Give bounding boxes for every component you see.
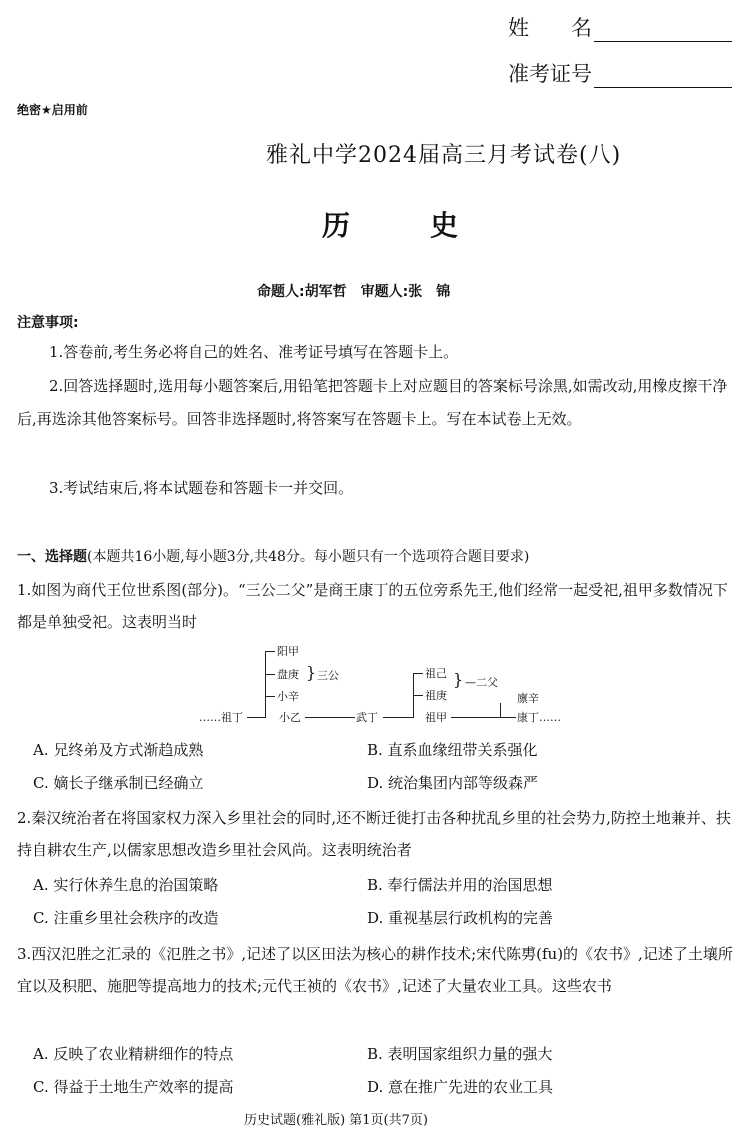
q3-option-d: D. 意在推广先进的农业工具 — [367, 1078, 554, 1096]
tick-pangeng — [265, 674, 275, 675]
q1-option-d: D. 统治集团内部等级森严 — [367, 774, 539, 792]
node-xiaoyi: 小乙 — [279, 711, 301, 724]
q3-option-c: C. 得益于土地生产效率的提高 — [33, 1078, 234, 1096]
notice-item-1: 1.答卷前,考生务必将自己的姓名、准考证号填写在答题卡上。 — [49, 343, 459, 361]
link-zujia-sons — [451, 717, 516, 718]
brace-erfu: } — [453, 670, 464, 689]
q1-option-a: A. 兄终弟及方式渐趋成熟 — [33, 741, 204, 759]
exam-id-field — [508, 58, 732, 88]
q2-option-a: A. 实行休养生息的治国策略 — [33, 876, 219, 894]
question-3-stem: 3.西汉氾胜之汇录的《氾胜之书》,记述了以区田法为核心的耕作技术;宋代陈旉(fu)的《农书》,记述了土壤所宜以及积肥、施肥等提高地力的技术;元代王祯的《农书》,记述了大量农业工具。这些农书 — [17, 945, 733, 995]
link-xiaoyi-wuding — [305, 717, 355, 718]
lineage-diagram — [195, 643, 575, 725]
page-footer: 历史试题(雅礼版) 第1页(共7页) — [244, 1113, 428, 1128]
section-title: 一、选择题 — [17, 549, 87, 565]
bracket-zujia-sons — [500, 703, 501, 718]
q2-option-c: C. 注重乡里社会秩序的改造 — [33, 909, 219, 927]
node-pangeng: 盘庚 — [277, 668, 299, 681]
name-blank[interactable] — [594, 19, 732, 42]
name-field — [508, 12, 732, 42]
authors: 命题人:胡军哲 审题人:张 锦 — [257, 284, 451, 300]
tick-yangjia — [265, 651, 275, 652]
node-yangjia: 阳甲 — [277, 645, 299, 658]
q2-option-b: B. 奉行儒法并用的治国思想 — [367, 876, 553, 894]
q1-option-c: C. 嫡长子继承制已经确立 — [33, 774, 204, 792]
q2-option-d: D. 重视基层行政机构的完善 — [367, 909, 554, 927]
node-zujia: 祖甲 — [425, 711, 447, 724]
tick-zugeng — [413, 695, 423, 696]
label-erfu: —二父 — [465, 676, 498, 689]
node-wuding: 武丁 — [356, 711, 378, 724]
node-zugeng: 祖庚 — [425, 689, 447, 702]
tick-xiaoxin — [265, 696, 275, 697]
notice-item-3: 3.考试结束后,将本试题卷和答题卡一并交回。 — [49, 479, 354, 497]
brace-sangong: } — [306, 663, 317, 682]
q3-option-b: B. 表明国家组织力量的强大 — [367, 1045, 553, 1063]
question-2-stem: 2.秦汉统治者在将国家权力深入乡里社会的同时,还不断迁徙打击各种扰乱乡里的社会势力,防控土地兼并、扶持自耕农生产,以儒家思想改造乡里社会风尚。这表明统治者 — [17, 809, 731, 859]
node-xiaoxin: 小辛 — [277, 690, 299, 703]
tick-zuji — [413, 673, 423, 674]
node-zuji: 祖己 — [425, 667, 447, 680]
notice-item-2: 2.回答选择题时,选用每小题答案后,用铅笔把答题卡上对应题目的答案标号涂黑,如需改动,用橡皮擦干净后,再选涂其他答案标号。回答非选择题时,将答案写在答题卡上。写在本试卷上无效。 — [17, 377, 728, 428]
node-kangding: 康丁…… — [517, 711, 561, 724]
section-header — [17, 546, 529, 566]
label-sangong: 三公 — [317, 669, 339, 682]
node-linxin: 廪辛 — [517, 692, 539, 705]
section-desc: (本题共16小题,每小题3分,共48分。每小题只有一个选项符合题目要求) — [87, 549, 530, 565]
name-label: 姓 名 — [508, 16, 592, 40]
subject-title: 历 史 — [322, 209, 485, 242]
link-wuding-sons — [383, 717, 413, 718]
bracket-zuding-sons — [265, 651, 266, 718]
link-zuding — [247, 717, 265, 718]
exam-id-label: 准考证号 — [508, 62, 592, 86]
q1-option-b: B. 直系血缘纽带关系强化 — [367, 741, 538, 759]
notice-heading: 注意事项: — [17, 315, 79, 331]
q3-option-a: A. 反映了农业精耕细作的特点 — [33, 1045, 234, 1063]
secret-mark: 绝密★启用前 — [17, 103, 88, 117]
node-zuding: ……祖丁 — [199, 711, 243, 724]
question-1-stem: 1.如图为商代王位世系图(部分)。“三公二父”是商王康丁的五位旁系先王,他们经常一起受祀,祖甲多数情况下都是单独受祀。这表明当时 — [17, 581, 728, 631]
exam-title: 雅礼中学2024届高三月考试卷(八) — [266, 143, 622, 168]
exam-id-blank[interactable] — [594, 65, 732, 88]
